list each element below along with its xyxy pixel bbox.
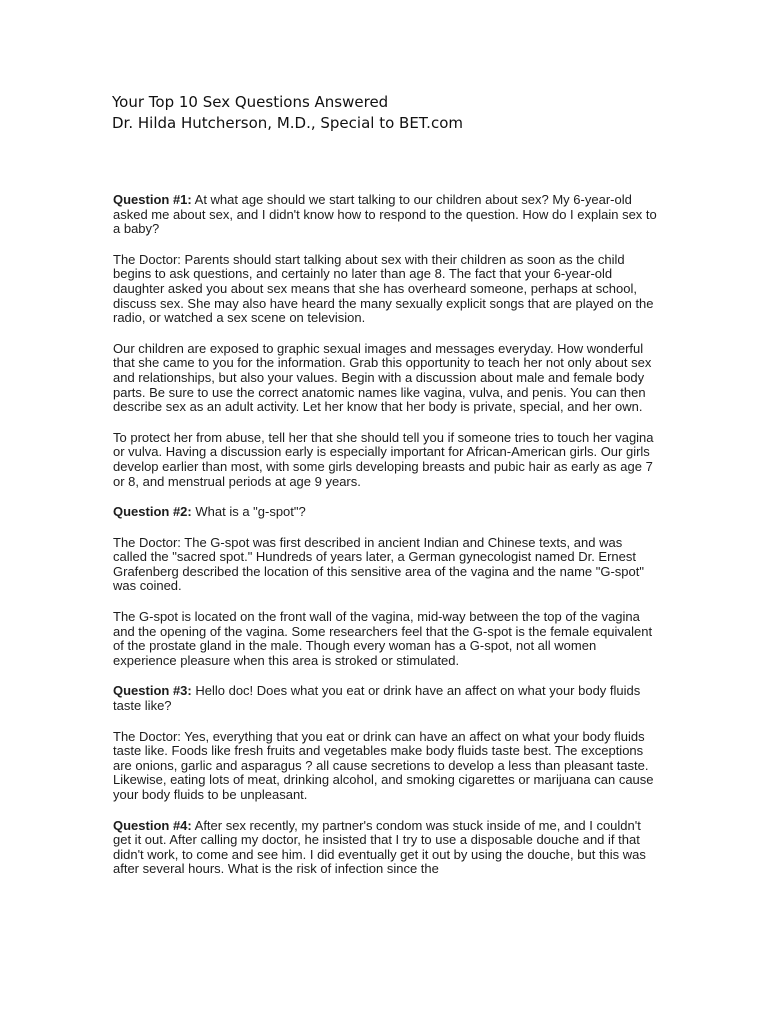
- answer-1-paragraph-2: Our children are exposed to graphic sexual images and messages everyday. How wonderful that she came to you for the information. Grab this opportunity to teach her not only about sex and relationships, but also your values. Begin with a discussion about male and female body parts. Be sure to use the correct anatomic names like vagina, vulva, and penis. You can then describe sex as an adult activity. Let her know that her body is private, special, and her own.: [113, 340, 652, 415]
- answer-1-paragraph-1: The Doctor: Parents should start talking about sex with their children as soon as the child begins to ask questions, and certainly no later than age 8. The fact that your 6-year-old daughter asked you about sex means that she has overheard someone, perhaps at school, discuss sex. She may also have heard the many sexually explicit songs that are played on the radio, or watched a sex scene on television.: [113, 251, 654, 326]
- question-3-label: Question #3:: [113, 683, 192, 699]
- question-2-text: What is a "g-spot"?: [191, 504, 306, 520]
- question-4-label: Question #4:: [113, 817, 192, 833]
- question-3-text: Hello doc! Does what you eat or drink have an affect on what your body fluids taste like?: [113, 683, 641, 714]
- question-1: [113, 193, 658, 237]
- document-body: [113, 193, 658, 893]
- document-header: [112, 92, 463, 134]
- answer-1-paragraph-3: To protect her from abuse, tell her that she should tell you if someone tries to touch her vagina or vulva. Having a discussion early is especially important for African-American girls. Our girls develop earlier than most, with some girls developing breasts and pubic hair as early as age 7 or 8, and menstrual periods at age 9 years.: [113, 429, 654, 489]
- question-4-text: After sex recently, my partner's condom was stuck inside of me, and I couldn't get it out. After calling my doctor, he insisted that I try to use a disposable douche and if that didn't work, to come and see him. I did eventually get it out by using the douche, but this was after several hours. What is the risk of infection since the: [113, 817, 646, 877]
- answer-2-paragraph-2: The G-spot is located on the front wall of the vagina, mid-way between the top of the vagina and the opening of the vagina. Some researchers feel that the G-spot is the female equivalent of the prostate gland in the male. Though every woman has a G-spot, not all women experience pleasure when this area is stroked or stimulated.: [113, 609, 653, 668]
- document-title: Your Top 10 Sex Questions Answered: [112, 93, 389, 111]
- answer-3-paragraph-1: The Doctor: Yes, everything that you eat or drink can have an affect on what your body fluids taste like. Foods like fresh fruits and vegetables make body fluids taste best. The exceptions are onions, garlic and asparagus ? all cause secretions to develop a less than pleasant taste. Likewise, eating lots of meat, drinking alcohol, and smoking cigarettes or marijuana can cause your body fluids to be unpleasant.: [113, 728, 654, 802]
- question-4: [113, 819, 658, 877]
- question-3: [113, 684, 658, 713]
- answer-2-paragraph-1: The Doctor: The G-spot was first described in ancient Indian and Chinese texts, and was called the "sacred spot." Hundreds of years later, a German gynecologist named Dr. Ernest Grafenberg described the location of this sensitive area of the vagina and the name "G-spot" was coined.: [113, 534, 644, 594]
- question-2-label: Question #2:: [113, 504, 192, 520]
- document-byline: Dr. Hilda Hutcherson, M.D., Special to BET.com: [112, 114, 463, 132]
- question-1-text: At what age should we start talking to our children about sex? My 6-year-old asked me about sex, and I didn't know how to respond to the question. How do I explain sex to a baby?: [113, 192, 657, 237]
- question-2: [113, 505, 658, 520]
- question-1-label: Question #1:: [113, 192, 192, 207]
